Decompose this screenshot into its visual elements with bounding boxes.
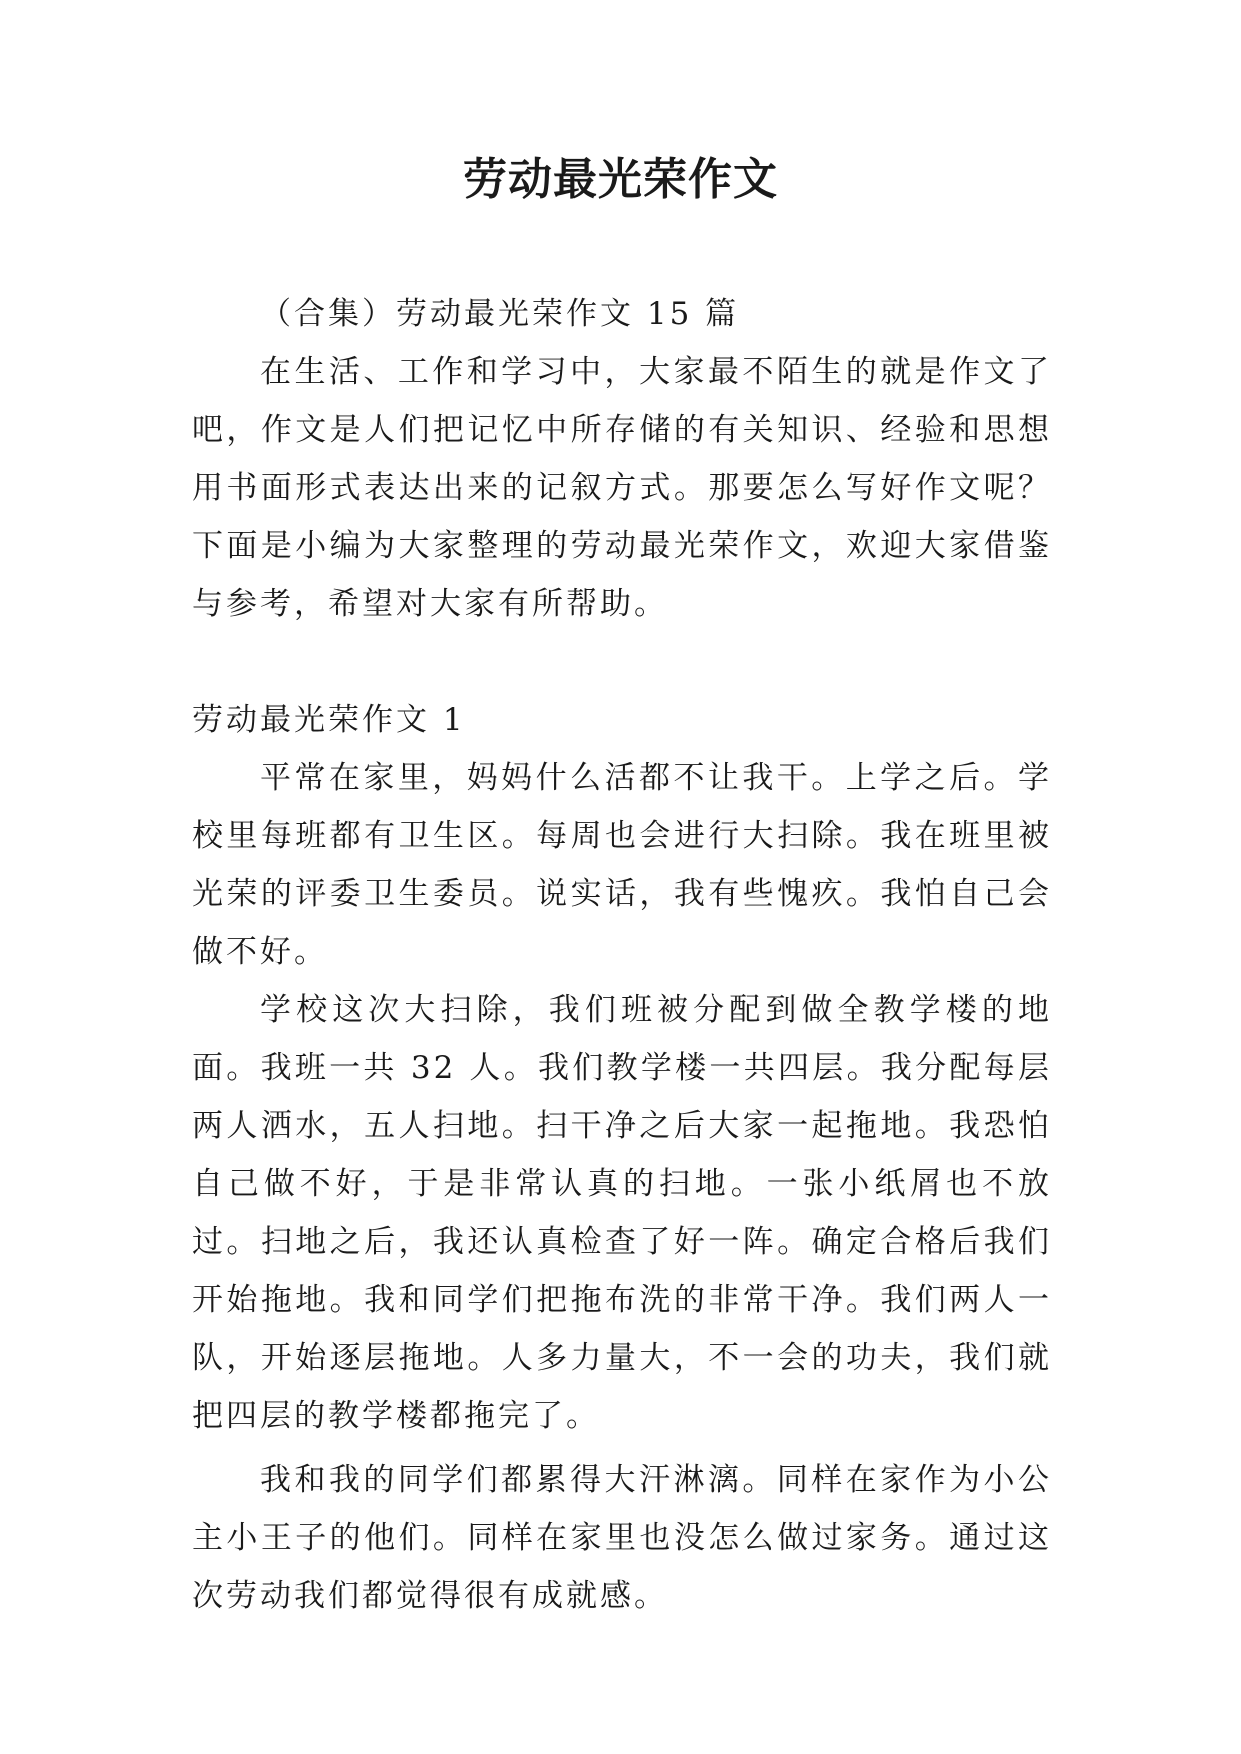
- section-heading: 劳动最光荣作文 1: [192, 702, 466, 738]
- intro-paragraph: 在生活、工作和学习中，大家最不陌生的就是作文了吧，作文是人们把记忆中所存储的有关知识、经验和思想用书面形式表达出来的记叙方式。那要怎么写好作文呢？下面是小编为大家整理的劳动最光荣作文，欢迎大家借鉴与参考，希望对大家有所帮助。: [192, 354, 1052, 622]
- section-paragraph-2: 学校这次大扫除，我们班被分配到做全教学楼的地面。我班一共 32 人。我们教学楼一共四层。我分配每层两人洒水，五人扫地。扫干净之后大家一起拖地。我恐怕自己做不好，于是非常认真的扫地。一张小纸屑也不放过。扫地之后，我还认真检查了好一阵。确定合格后我们开始拖地。我和同学们把拖布洗的非常干净。我们两人一队，开始逐层拖地。人多力量大，不一会的功夫，我们就把四层的教学楼都拖完了。: [192, 992, 1052, 1434]
- document-title: 劳动最光荣作文: [463, 154, 778, 205]
- section-paragraph-1: 平常在家里，妈妈什么活都不让我干。上学之后。学校里每班都有卫生区。每周也会进行大扫除。我在班里被光荣的评委卫生委员。说实话，我有些愧疚。我怕自己会做不好。: [192, 760, 1052, 970]
- document-subtitle: （合集）劳动最光荣作文 15 篇: [260, 296, 740, 332]
- document-body: [192, 285, 1052, 1625]
- section-paragraph-3: 我和我的同学们都累得大汗淋漓。同样在家作为小公主小王子的他们。同样在家里也没怎么做过家务。通过这次劳动我们都觉得很有成就感。: [192, 1462, 1052, 1614]
